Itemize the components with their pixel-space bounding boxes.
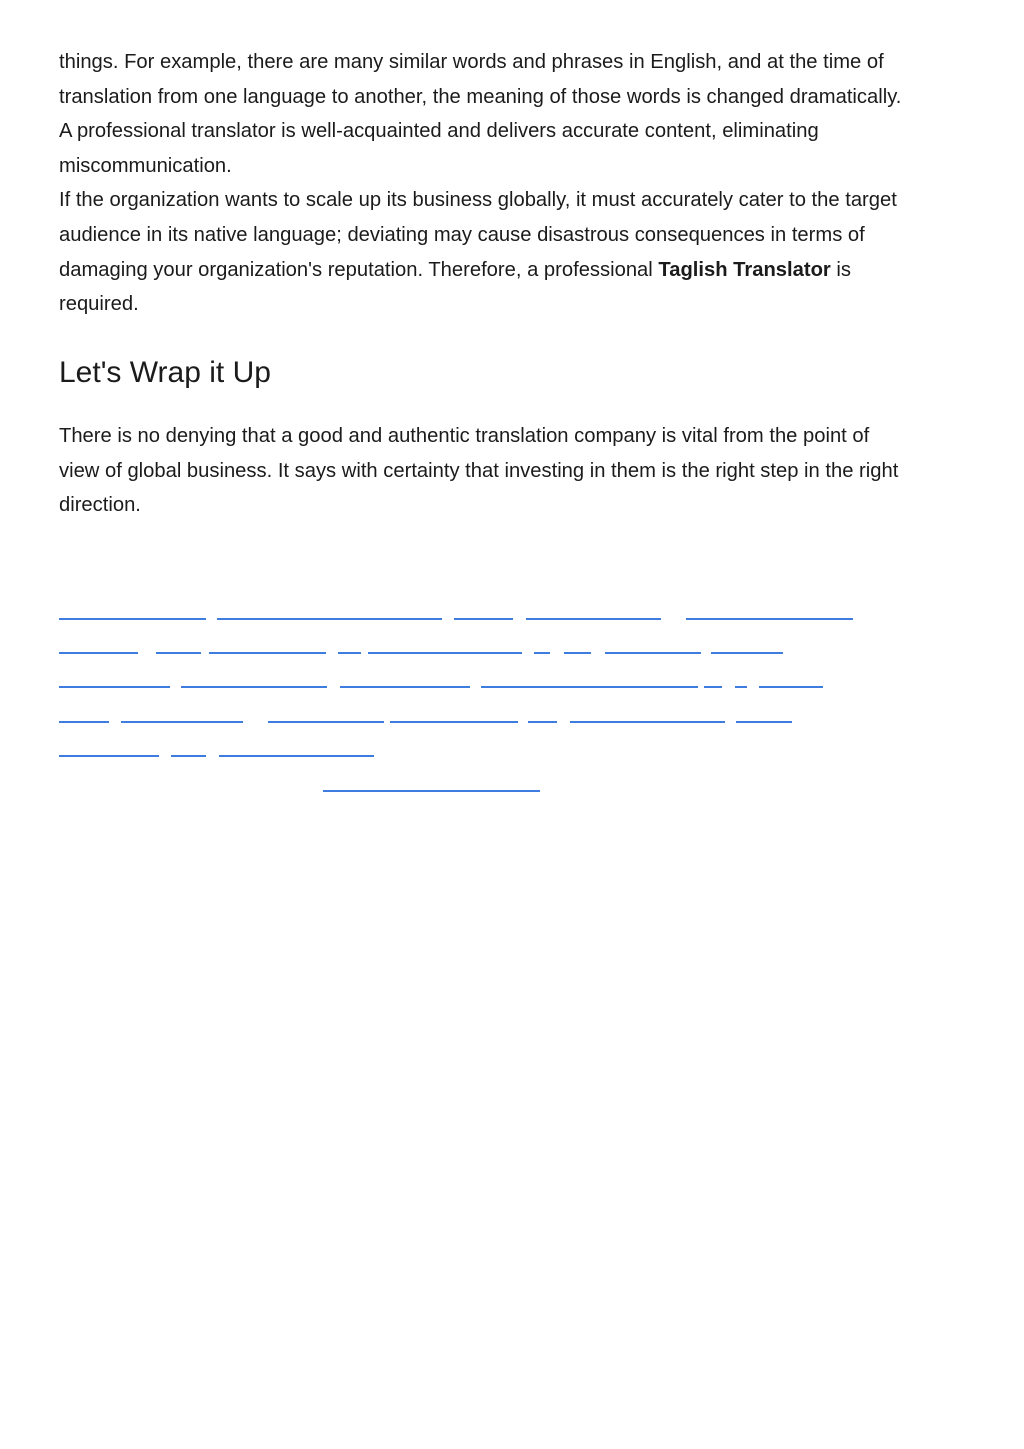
paragraph-global-scale — [59, 183, 974, 321]
text-line: miscommunication. — [59, 154, 232, 177]
text-segment: is — [830, 258, 851, 281]
paragraph-conclusion — [59, 419, 974, 523]
text-line: There is no denying that a good and authentic translation company is vital from the point of — [59, 425, 870, 447]
hyperlink-underline[interactable] — [368, 652, 522, 654]
hyperlink-underline[interactable] — [526, 618, 661, 620]
hyperlink-underline[interactable] — [217, 618, 442, 620]
text-line — [59, 253, 974, 288]
section-heading: Let's Wrap it Up — [59, 356, 271, 389]
hyperlink-underline[interactable] — [156, 652, 201, 654]
document-page — [59, 45, 974, 517]
hyperlink-underline[interactable] — [534, 652, 550, 654]
hyperlink-underline[interactable] — [338, 652, 361, 654]
text-line: translation from one language to another, the meaning of those words is changed dramatically. — [59, 85, 902, 108]
hyperlink-underline[interactable] — [59, 618, 206, 620]
text-line: If the organization wants to scale up its business globally, it must accurately cater to the target — [59, 189, 897, 212]
hyperlink-underline[interactable] — [735, 686, 747, 688]
hyperlink-underline[interactable] — [59, 686, 170, 688]
text-line: required. — [59, 293, 139, 316]
hyperlink-underline[interactable] — [323, 790, 540, 792]
hyperlink-underline[interactable] — [59, 755, 159, 757]
hyperlink-underline[interactable] — [171, 755, 206, 757]
text-line: audience in its native language; deviating may cause disastrous consequences in terms of — [59, 223, 865, 246]
hyperlink-underline[interactable] — [181, 686, 327, 688]
hyperlink-underline[interactable] — [219, 755, 374, 757]
hyperlink-underline[interactable] — [481, 686, 698, 688]
hyperlink-underline[interactable] — [711, 652, 783, 654]
text-line: view of global business. It says with certainty that investing in them is the right step in the right — [59, 459, 899, 482]
hyperlink-underline[interactable] — [209, 652, 326, 654]
hyperlink-underline[interactable] — [570, 721, 725, 723]
text-line: things. For example, there are many similar words and phrases in English, and at the time of — [59, 51, 884, 73]
hyperlink-underline[interactable] — [59, 721, 109, 723]
hyperlink-underline[interactable] — [528, 721, 557, 723]
hyperlink-underline[interactable] — [704, 686, 722, 688]
bold-keyword: Taglish Translator — [658, 258, 831, 281]
hyperlink-underline[interactable] — [390, 721, 518, 723]
hyperlink-underline[interactable] — [340, 686, 470, 688]
hyperlink-underline[interactable] — [121, 721, 243, 723]
hyperlink-underline[interactable] — [686, 618, 853, 620]
text-segment: damaging your organization's reputation. Therefore, a professional — [59, 258, 659, 281]
hyperlink-underline[interactable] — [59, 652, 138, 654]
text-line: direction. — [59, 494, 141, 517]
text-line: A professional translator is well-acquainted and delivers accurate content, eliminating — [59, 120, 819, 143]
paragraph-translation-accuracy — [59, 45, 974, 183]
hyperlink-underline[interactable] — [564, 652, 591, 654]
hyperlink-underline[interactable] — [759, 686, 823, 688]
hyperlink-underline[interactable] — [454, 618, 513, 620]
hyperlink-underline[interactable] — [605, 652, 701, 654]
hyperlink-underline[interactable] — [268, 721, 384, 723]
hyperlink-underline[interactable] — [736, 721, 792, 723]
